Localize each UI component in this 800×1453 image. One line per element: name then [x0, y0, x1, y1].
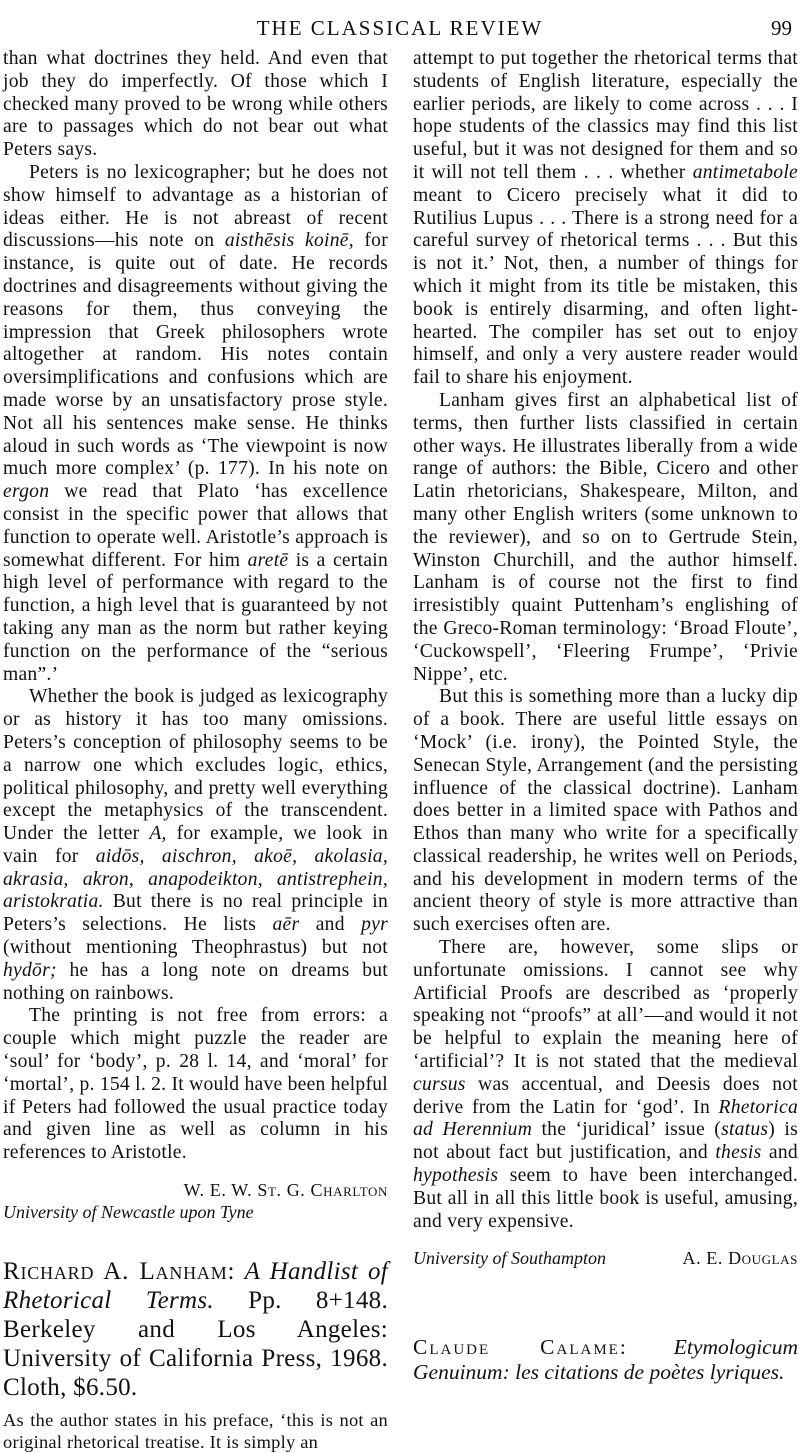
text-run: was accentual, and Deesis does not derive from the Latin for ‘god’. In — [413, 1073, 798, 1118]
text-run: we read that Plato ‘has excellence consist in the specific power that allows that function to operate well. Aristotle’s approach is somewhat different. For him — [3, 481, 388, 571]
text-run: he has a long note on dreams but nothing on rainbows. — [3, 959, 388, 1004]
paragraph — [3, 162, 388, 686]
review-heading — [3, 1257, 388, 1402]
text-run: and — [761, 1142, 798, 1164]
text-run: seem to have been interchanged. But all in all this little book is useful, amusing, and very expensive. — [413, 1165, 798, 1232]
colon: : — [619, 1335, 626, 1360]
reviewer-affiliation: University of Newcastle upon Tyne — [3, 1202, 254, 1223]
paragraph: The printing is not free from errors: a couple which might puzzle the reader are ‘soul’ for ‘body’, p. 28 l. 14, and ‘moral’ for ‘mortal’, p. 154 l. 2. It would have been helpful if Peters had followed the usual practice today and given line as well as column in his references to Aristotle. — [3, 1005, 388, 1164]
text-run: ) is not about fact but justification, and — [413, 1119, 798, 1164]
paragraph: As the author states in his preface, ‘this is not an original rhetorical treatise. It is simply an — [3, 1410, 388, 1452]
text-run: Peters is no lexicographer; but he does not show himself to advantage as a historian of ideas either. He is not abreast of recent discussions—his note on — [3, 161, 388, 252]
paragraph: than what doctrines they held. And even that job they do imperfectly. Of those which I checked many proved to be wrong while others are to passages which do not bear out what Peters says. — [3, 48, 388, 161]
reviewer-signature — [413, 1247, 798, 1269]
text-run: is a certain high level of performance with regard to the function, a high level that is guaranteed by not taking any man as the norm but rather keying function on the performance of the “serious man”.’ — [3, 549, 389, 685]
running-head — [0, 14, 800, 44]
next-review-author: Claude Calame — [413, 1335, 620, 1360]
italic-term: thesis — [715, 1142, 762, 1164]
page-number: 99 — [771, 16, 792, 40]
italic-term: cursus — [413, 1073, 466, 1095]
text-run: There are, however, some slips or unfortunate omissions. I cannot see why Artificial Proofs are described as ‘properly speaking not “proofs” at all’—and would it not be helpful to explain the meaning here of ‘artificial’? It is not stated that the medieval — [413, 937, 798, 1073]
next-review-book-title: Etymologicum Genuinum: les citations de poètes lyriques. — [413, 1335, 798, 1385]
italic-term: aēr — [272, 914, 300, 936]
left-column — [3, 48, 388, 1453]
review-book-title: A Handlist of Rhetorical Terms. — [3, 1258, 388, 1315]
text-run: (without mentioning Theophrastus) but not — [3, 937, 388, 959]
colon: : — [227, 1258, 235, 1286]
italic-term: antimetabole — [692, 161, 798, 183]
paragraph: But this is something more than a lucky dip of a book. There are useful little essays on ‘Mock’ (i.e. irony), the Pointed Style, the Senecan Style, Arrangement (and the persisting influence of the classical doctrine). Lanham does better in a limited space with Pathos and Ethos than many who write for a specifically classical readership, he writes well on Periods, and his development in modern terms of the ancient theory of style is more attractive than such exercises often are. — [413, 686, 798, 936]
paragraph — [3, 686, 388, 1005]
text-run: and — [299, 914, 362, 936]
italic-term: hydōr; — [3, 959, 57, 981]
paragraph: Lanham gives first an alphabetical list of terms, then further lists classified in certain other ways. He illustrates liberally from a wide range of authors: the Bible, Cicero and other Latin rhetoricians, Shakespeare, Milton, and many other English writers (some unknown to the reviewer), and so on to Gertrude Stein, Winston Churchill, and the author himself. Lanham is of course not the first to find irresistibly quaint Puttenham’s englishing of the Greco-Roman terminology: ‘Broad Floute’, ‘Cuckowspell’, ‘Fleering Frumpe’, ‘Privie Nippe’, etc. — [413, 389, 798, 685]
right-column — [413, 48, 798, 1385]
reviewer-name: A. E. Douglas — [682, 1248, 798, 1269]
italic-term: status — [721, 1119, 769, 1141]
text-run: attempt to put together the rhetorical terms that students of English literature, especially the earlier periods, are likely to come across . . . I hope students of the classics may find this list useful, but it was not designed for them and so it will not tell them . . . whether — [413, 48, 798, 183]
italic-term: pyr — [361, 914, 388, 936]
next-review-heading — [413, 1335, 798, 1385]
journal-title: THE CLASSICAL REVIEW — [256, 16, 544, 40]
text-run: for instance, is quite out of date. He records doctrines and disagreements without giving the reasons for them, thus conveying the impression that Greek philosophers wrote altogether at random. His notes contain oversimplifications and confusions which are made worse by an unsatisfactory prose style. Not all his sentences make sense. He thinks aloud in such words as ‘The viewpoint is now much more complex’ (p. 177). In his note on — [3, 230, 388, 480]
italic-term: hypothesis — [413, 1165, 499, 1187]
paragraph — [413, 48, 798, 390]
italic-term: ergon — [3, 481, 50, 503]
italic-term: aisthēsis koinē, — [224, 230, 354, 252]
italic-term: Rhetorica ad Herennium — [413, 1096, 798, 1141]
text-run: the ‘juridical’ issue ( — [532, 1119, 722, 1141]
text-run: Whether the book is judged as lexicography or as history it has too many omissions. Peters’s conception of philosophy seems to be a narrow one which excludes logic, ethics, political philosophy, and pretty well everything except the metaphysics of the transcendent. Under the letter — [3, 686, 388, 845]
text-run: meant to Cicero precisely what it did to Rutilius Lupus . . . There is a strong need for a careful survey of rhetorical terms . . . But this is not it.’ Not, then, a number of things for which it might from its title be mistaken, this book is entirely disarming, and often light-hearted. The compiler has set out to enjoy himself, and only a very austere reader would fail to share his enjoyment. — [413, 184, 798, 389]
reviewer-affiliation: University of Southampton — [413, 1248, 606, 1269]
review-book-details: Pp. 8+148. Berkeley and Los Angeles: University of California Press, 1968. Cloth, $6.50. — [3, 1287, 388, 1402]
italic-term: aidōs, aischron, akoē, akolasia, akrasia, akron, anapodeikton, antistrephein, aristokratia. — [3, 845, 388, 913]
paragraph — [413, 937, 798, 1233]
review-author: Richard A. Lanham — [3, 1258, 228, 1286]
reviewer-name: W. E. W. St. G. Charlton — [183, 1180, 388, 1201]
reviewer-signature — [3, 1179, 388, 1223]
text-run: But there is no real principle in Peters’s selections. He lists — [3, 891, 388, 936]
text-run: for example, we look in vain for — [3, 823, 388, 867]
italic-term: A, — [149, 823, 167, 845]
italic-term: aretē — [247, 549, 289, 571]
